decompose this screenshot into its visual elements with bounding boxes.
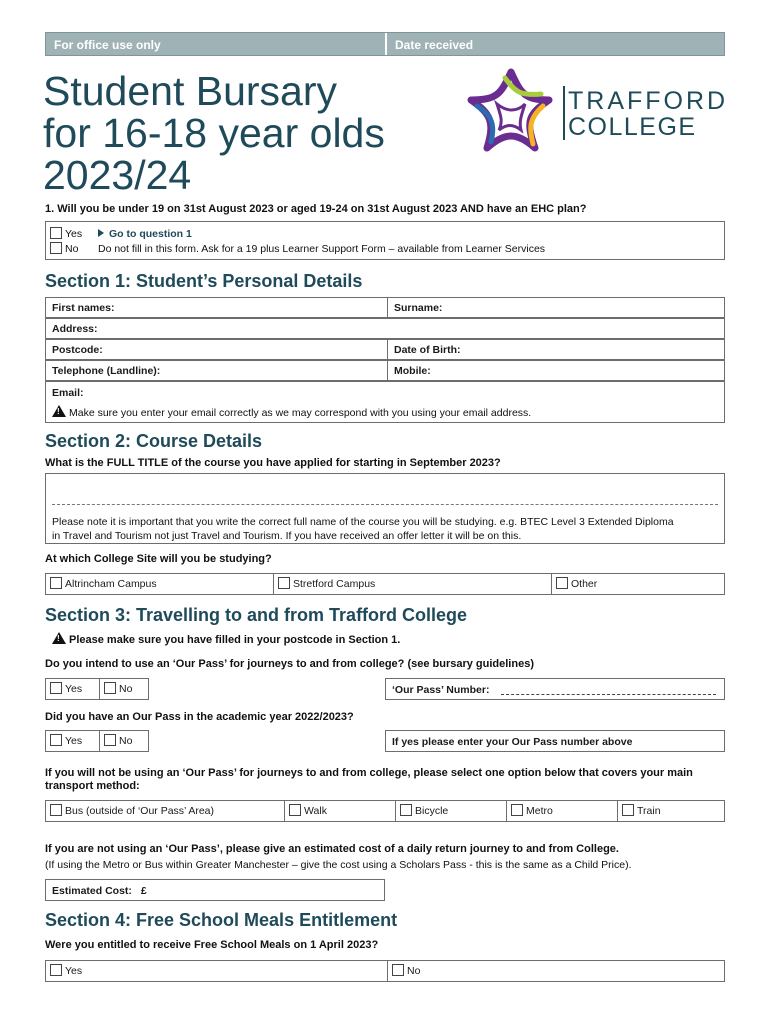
- previous-pass-yes-label: Yes: [65, 735, 83, 747]
- previous-pass-question: Did you have an Our Pass in the academic year 2022/2023?: [45, 711, 354, 723]
- previous-pass-yes[interactable]: [46, 731, 100, 751]
- q1-no-label: No: [65, 243, 79, 255]
- ourpass-no[interactable]: [100, 679, 136, 699]
- transport-options: [45, 800, 725, 822]
- fsm-options: [45, 960, 725, 982]
- address-field[interactable]: [46, 319, 104, 338]
- previous-pass-note: If yes please enter your Our Pass number above: [392, 736, 633, 748]
- transport-bus[interactable]: [46, 801, 285, 821]
- first-names-label: First names:: [52, 302, 115, 314]
- fsm-yes-checkbox[interactable]: [50, 964, 62, 976]
- q1-no-checkbox[interactable]: [50, 242, 62, 254]
- ourpass-yes-checkbox[interactable]: [50, 682, 62, 694]
- ourpass-no-checkbox[interactable]: [104, 682, 116, 694]
- transport-train[interactable]: [618, 801, 665, 821]
- warning-icon: [52, 632, 66, 644]
- site-stretford-checkbox[interactable]: [278, 577, 290, 589]
- course-note-line-1: Please note it is important that you write the correct full name of the course you will be studying. e.g. BTEC Level 3 Extended Diploma: [52, 516, 674, 528]
- previous-pass-no-checkbox[interactable]: [104, 734, 116, 746]
- course-dashed-line: [52, 504, 718, 505]
- course-note-line-2: in Travel and Tourism not just Travel and Tourism. If you have received an offer letter it will be on this.: [52, 530, 522, 542]
- section1-heading: Section 1: Student’s Personal Details: [45, 271, 363, 291]
- date-received-label: Date received: [395, 38, 474, 52]
- title-line-1: Student Bursary: [43, 68, 337, 114]
- ourpass-question: Do you intend to use an ‘Our Pass’ for journeys to and from college? (see bursary guidelines): [45, 658, 534, 670]
- office-use-bar: [45, 32, 725, 56]
- dob-field[interactable]: [388, 340, 467, 359]
- office-use-label: For office use only: [46, 33, 387, 55]
- cost-note: (If using the Metro or Bus within Greater Manchester – give the cost using a Scholars Pass - this is the same as a Child Price).: [45, 859, 632, 871]
- college-logo-text: [568, 88, 728, 140]
- row-address: [45, 318, 725, 339]
- previous-pass-no[interactable]: [100, 731, 136, 751]
- telephone-label: Telephone (Landline):: [52, 365, 161, 377]
- arrow-right-icon: [98, 229, 104, 237]
- site-stretford-label: Stretford Campus: [293, 578, 376, 590]
- postcode-label: Postcode:: [52, 344, 103, 356]
- transport-metro[interactable]: [507, 801, 618, 821]
- ourpass-number-label: ‘Our Pass’ Number:: [392, 684, 490, 696]
- ourpass-number-field[interactable]: [385, 678, 725, 700]
- fsm-yes[interactable]: [46, 961, 388, 981]
- site-altrincham-checkbox[interactable]: [50, 577, 62, 589]
- transport-metro-checkbox[interactable]: [511, 804, 523, 816]
- site-options: [45, 573, 725, 595]
- postcode-warning: Please make sure you have filled in your postcode in Section 1.: [69, 634, 401, 646]
- section2-heading: Section 2: Course Details: [45, 431, 263, 451]
- q1-box: [45, 221, 725, 260]
- surname-field[interactable]: [388, 298, 448, 317]
- course-question: What is the FULL TITLE of the course you have applied for starting in September 2023?: [45, 457, 501, 469]
- transport-walk-checkbox[interactable]: [289, 804, 301, 816]
- row-names: [45, 297, 725, 318]
- fsm-question: Were you entitled to receive Free School Meals on 1 April 2023?: [45, 939, 379, 951]
- site-other-checkbox[interactable]: [556, 577, 568, 589]
- site-altrincham-label: Altrincham Campus: [65, 578, 157, 590]
- fsm-yes-label: Yes: [65, 965, 83, 977]
- transport-walk-label: Walk: [304, 805, 327, 817]
- trafford-star-logo-icon: [455, 68, 567, 160]
- previous-pass-yes-no: [45, 730, 149, 752]
- fsm-no-label: No: [407, 965, 421, 977]
- logo-line-1: TRAFFORD: [568, 87, 729, 115]
- title-line-3: 2023/24: [43, 152, 192, 198]
- fsm-no[interactable]: [388, 961, 424, 981]
- transport-question-line-2: transport method:: [45, 780, 140, 792]
- previous-pass-yes-checkbox[interactable]: [50, 734, 62, 746]
- q1-no-action: Do not fill in this form. Ask for a 19 plus Learner Support Form – available from Learner Services: [98, 243, 546, 255]
- logo-line-2: COLLEGE: [568, 113, 697, 141]
- email-label: Email:: [52, 387, 84, 399]
- row-phone: [45, 360, 725, 381]
- transport-train-label: Train: [637, 805, 661, 817]
- section4-heading: Section 4: Free School Meals Entitlement: [45, 910, 398, 930]
- site-question: At which College Site will you be studying?: [45, 553, 272, 565]
- dob-label: Date of Birth:: [394, 344, 461, 356]
- q1-question: 1. Will you be under 19 on 31st August 2023 or aged 19-24 on 31st August 2023 AND have an EHC plan?: [45, 203, 587, 215]
- first-names-field[interactable]: [46, 298, 388, 317]
- email-note: Make sure you enter your email correctly as we may correspond with you using your email address.: [69, 407, 532, 419]
- mobile-field[interactable]: [388, 361, 437, 380]
- transport-bicycle-checkbox[interactable]: [400, 804, 412, 816]
- mobile-label: Mobile:: [394, 365, 431, 377]
- currency-symbol: £: [140, 885, 147, 897]
- page-title: [43, 70, 443, 196]
- fsm-no-checkbox[interactable]: [392, 964, 404, 976]
- ourpass-yes-label: Yes: [65, 683, 83, 695]
- site-altrincham[interactable]: [46, 574, 274, 594]
- q1-yes-action: Go to question 1: [109, 228, 192, 240]
- telephone-field[interactable]: [46, 361, 388, 380]
- transport-bus-checkbox[interactable]: [50, 804, 62, 816]
- email-field[interactable]: [45, 381, 725, 423]
- transport-bus-label: Bus (outside of ‘Our Pass’ Area): [65, 805, 215, 817]
- row-postcode: [45, 339, 725, 360]
- q1-yes-label: Yes: [65, 228, 83, 240]
- surname-label: Surname:: [394, 302, 443, 314]
- previous-pass-note-box: [385, 730, 725, 752]
- ourpass-yes-no: [45, 678, 149, 700]
- ourpass-number-line: [501, 694, 716, 695]
- cost-question: If you are not using an ‘Our Pass’, please give an estimated cost of a daily return journey to and from College.: [45, 843, 619, 855]
- ourpass-no-label: No: [119, 683, 133, 695]
- ourpass-yes[interactable]: [46, 679, 100, 699]
- transport-question-line-1: If you will not be using an ‘Our Pass’ for journeys to and from college, please select one option below that covers your main: [45, 767, 693, 779]
- logo-divider: [563, 86, 565, 140]
- transport-metro-label: Metro: [526, 805, 553, 817]
- transport-train-checkbox[interactable]: [622, 804, 634, 816]
- q1-yes-checkbox[interactable]: [50, 227, 62, 239]
- site-stretford[interactable]: [274, 574, 552, 594]
- postcode-field[interactable]: [46, 340, 388, 359]
- estimated-cost-field[interactable]: [45, 879, 385, 901]
- warning-icon: [52, 405, 66, 417]
- estimated-cost-label: Estimated Cost:: [52, 885, 132, 897]
- section3-heading: Section 3: Travelling to and from Trafford College: [45, 605, 468, 625]
- site-other-label: Other: [571, 578, 598, 590]
- site-other[interactable]: [552, 574, 601, 594]
- transport-walk[interactable]: [285, 801, 396, 821]
- previous-pass-no-label: No: [119, 735, 133, 747]
- transport-bicycle[interactable]: [396, 801, 507, 821]
- address-label: Address:: [52, 323, 98, 335]
- title-line-2: for 16-18 year olds: [43, 110, 385, 156]
- transport-bicycle-label: Bicycle: [415, 805, 449, 817]
- course-title-field[interactable]: [45, 473, 725, 544]
